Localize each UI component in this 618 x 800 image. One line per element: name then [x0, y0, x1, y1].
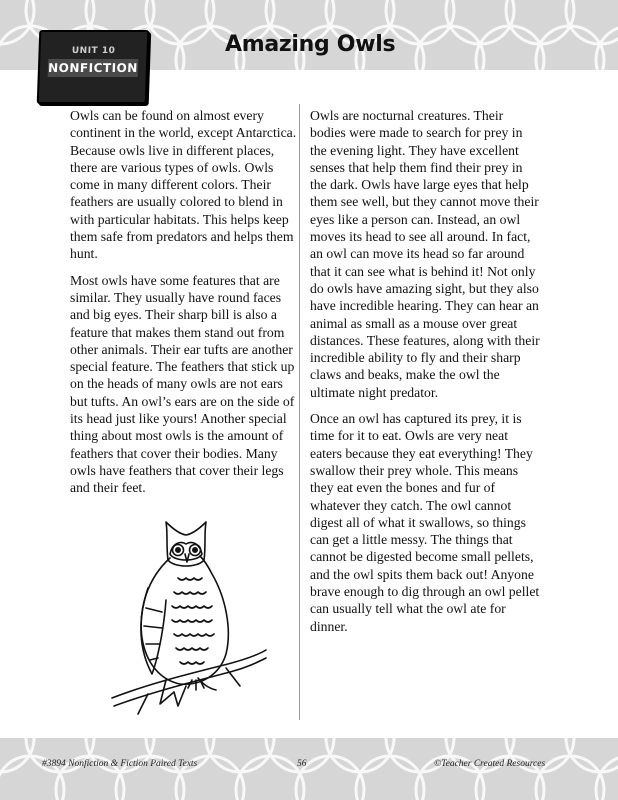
unit-label: UNIT 10: [71, 46, 116, 56]
footer-band: [0, 738, 618, 800]
left-column: [70, 107, 298, 506]
footer-book-title: #3894 Nonfiction & Fiction Paired Texts: [42, 759, 198, 769]
footer-publisher: ©Teacher Created Resources: [434, 759, 546, 769]
page-title: Amazing Owls: [225, 32, 396, 57]
paragraph: Most owls have some features that are similar. They usually have round faces and big eyes. Their sharp bill is also a feature that makes them stand out from other animals. Their ear tufts are another special feature. The feathers that stick up on the heads of many owls are not ears but tufts. An owl’s ears are on the side of its head just like yours! Another special thing about most owls is the amount of feathers that cover their bodies. Many owls have feathers that cover their legs and their feet.: [70, 272, 295, 496]
owl-on-branch-icon: [108, 508, 268, 718]
paragraph: Owls can be found on almost every continent in the world, except Antarctica. Because owls live in different places, there are various types of owls. Owls come in many different colors. Their feathers are usually colored to blend in with particular habitats. This helps keep them safe from predators and helps them hunt.: [70, 108, 297, 262]
right-column: [310, 107, 542, 644]
paragraph: Once an owl has captured its prey, it is time for it to eat. Owls are very neat eaters because they eat everything! They swallow their prey whole. This means they eat even the bones and fur of whatever they catch. The owl cannot digest all of what it swallows, so things can get a little messy. The things that cannot be digested become small pellets, and the owl spits them back out! Anyone brave enough to dig through an owl pellet can usually tell what the owl ate for dinner.: [310, 411, 540, 634]
unit-kind-label: NONFICTION: [47, 61, 139, 75]
unit-badge: [37, 30, 150, 104]
paragraph: Owls are nocturnal creatures. Their bodies were made to search for prey in the evening light. They have excellent senses that help them find their prey in the dark. Owls have large eyes that help them see well, but they cannot move their eyes like a person can. Instead, an owl moves its head to see all around. In fact, an owl can move its head so far around that it can see what is behind it! Not only do owls have amazing sight, but they also have incredible hearing. They can hear an animal as small as a mouse over great distances. These features, along with their incredible ability to fly and their sharp claws and beaks, make the owl the ultimate night predator.: [310, 108, 540, 400]
footer-circle-pattern: [0, 738, 618, 800]
footer-page-number: 56: [297, 759, 307, 769]
column-divider: [299, 104, 300, 720]
